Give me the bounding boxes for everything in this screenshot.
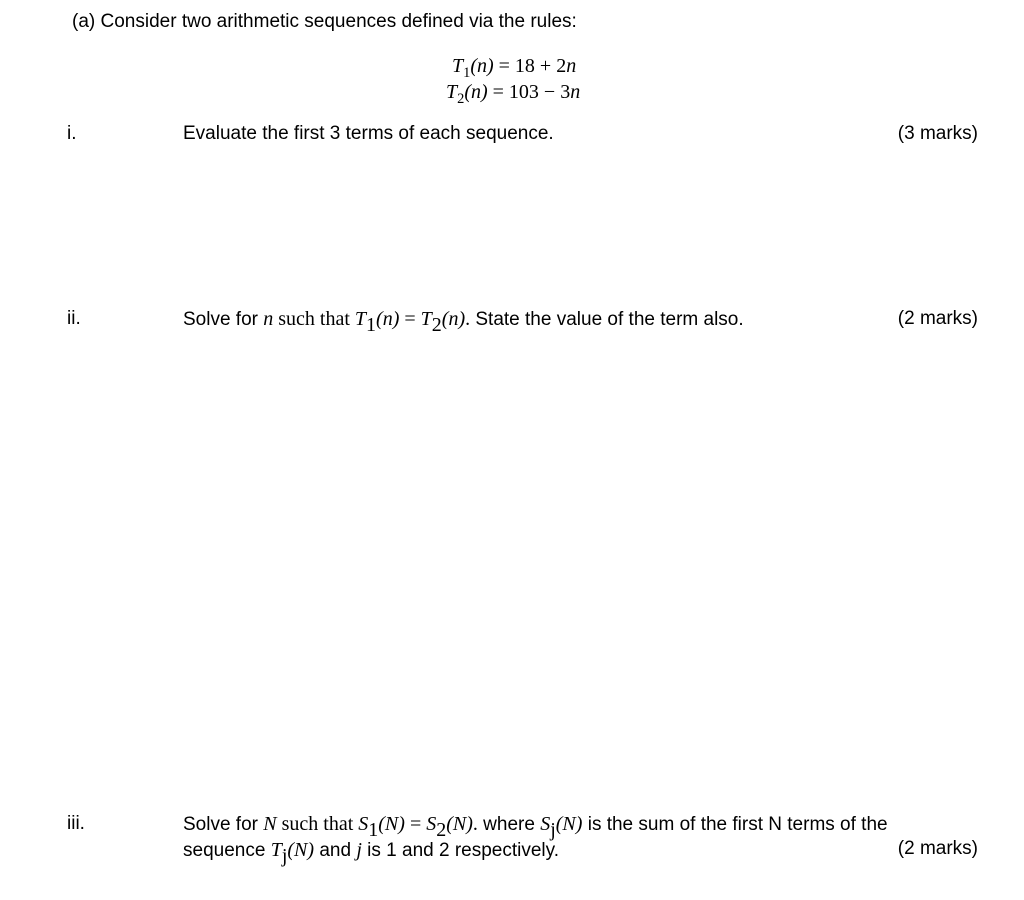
q3-text-c: is the sum of the first N terms of the — [582, 814, 888, 835]
question-3-marks: (2 marks) — [897, 838, 978, 859]
question-2-text — [183, 307, 744, 337]
q2-equals: = — [399, 308, 421, 330]
eq1-subscript: 1 — [463, 64, 471, 81]
q3-var-j: j — [356, 839, 362, 861]
q3-sub-j: j — [550, 819, 556, 842]
eq2-argument: (n) — [464, 81, 488, 103]
q3-sub-2: 2 — [436, 819, 447, 842]
q2-sub-2: 2 — [431, 314, 442, 337]
eq1-variable: n — [566, 55, 577, 77]
q3-arg-1: (N) — [378, 813, 405, 835]
q2-var-n: n — [263, 308, 274, 330]
q3-arg-t: (N) — [287, 839, 315, 861]
q3-such-that: such that — [276, 813, 359, 835]
eq1-symbol: T — [452, 55, 464, 77]
eq1-argument: (n) — [470, 55, 494, 77]
section-intro: (a) Consider two arithmetic sequences defined via the rules: — [72, 11, 577, 32]
q2-period: . — [465, 308, 471, 330]
q3-text-f: is 1 and 2 respectively. — [361, 840, 560, 861]
question-1-marks: (3 marks) — [897, 123, 978, 144]
q3-sym-t: T — [270, 839, 282, 861]
q2-text-b: State the value of the term also. — [470, 309, 744, 330]
q3-text-e: and — [314, 840, 357, 861]
eq1-rhs: = 18 + 2 — [493, 55, 567, 77]
equation-t1 — [452, 54, 577, 81]
q3-text-a: Solve for — [183, 814, 264, 835]
question-3-text-line-1 — [183, 812, 888, 842]
q3-sub-tj: j — [281, 845, 288, 868]
q2-sub-1: 1 — [366, 314, 377, 337]
q3-text-b: where — [477, 814, 541, 835]
q3-sym-1: S — [358, 813, 369, 835]
eq2-variable: n — [570, 81, 581, 103]
question-2-marks: (2 marks) — [897, 308, 978, 329]
question-2-number: ii. — [67, 308, 81, 329]
q2-sym-2: T — [420, 308, 432, 330]
q3-sym-j: S — [540, 813, 551, 835]
question-3-number: iii. — [67, 813, 85, 834]
q2-such-that: such that — [273, 308, 355, 330]
q3-period: . — [472, 813, 478, 835]
q3-arg-2: (N) — [446, 813, 473, 835]
q3-sym-2: S — [426, 813, 437, 835]
q3-sub-1: 1 — [368, 819, 379, 842]
question-1-text: Evaluate the first 3 terms of each sequence. — [183, 123, 554, 144]
equation-t2 — [446, 80, 581, 107]
q3-arg-j: (N) — [555, 813, 583, 835]
q3-equals: = — [404, 813, 427, 835]
q2-arg-2: (n) — [441, 308, 466, 330]
question-1-number: i. — [67, 123, 77, 144]
q2-arg-1: (n) — [376, 308, 400, 330]
question-3-text-line-2 — [183, 838, 560, 868]
eq2-symbol: T — [446, 81, 458, 103]
q2-text-a: Solve for — [183, 309, 264, 330]
eq2-rhs: = 103 − 3 — [487, 81, 571, 103]
q2-sym-1: T — [354, 308, 367, 330]
q3-text-d: sequence — [183, 840, 271, 861]
eq2-subscript: 2 — [457, 90, 465, 107]
q3-var-N: N — [263, 813, 277, 835]
